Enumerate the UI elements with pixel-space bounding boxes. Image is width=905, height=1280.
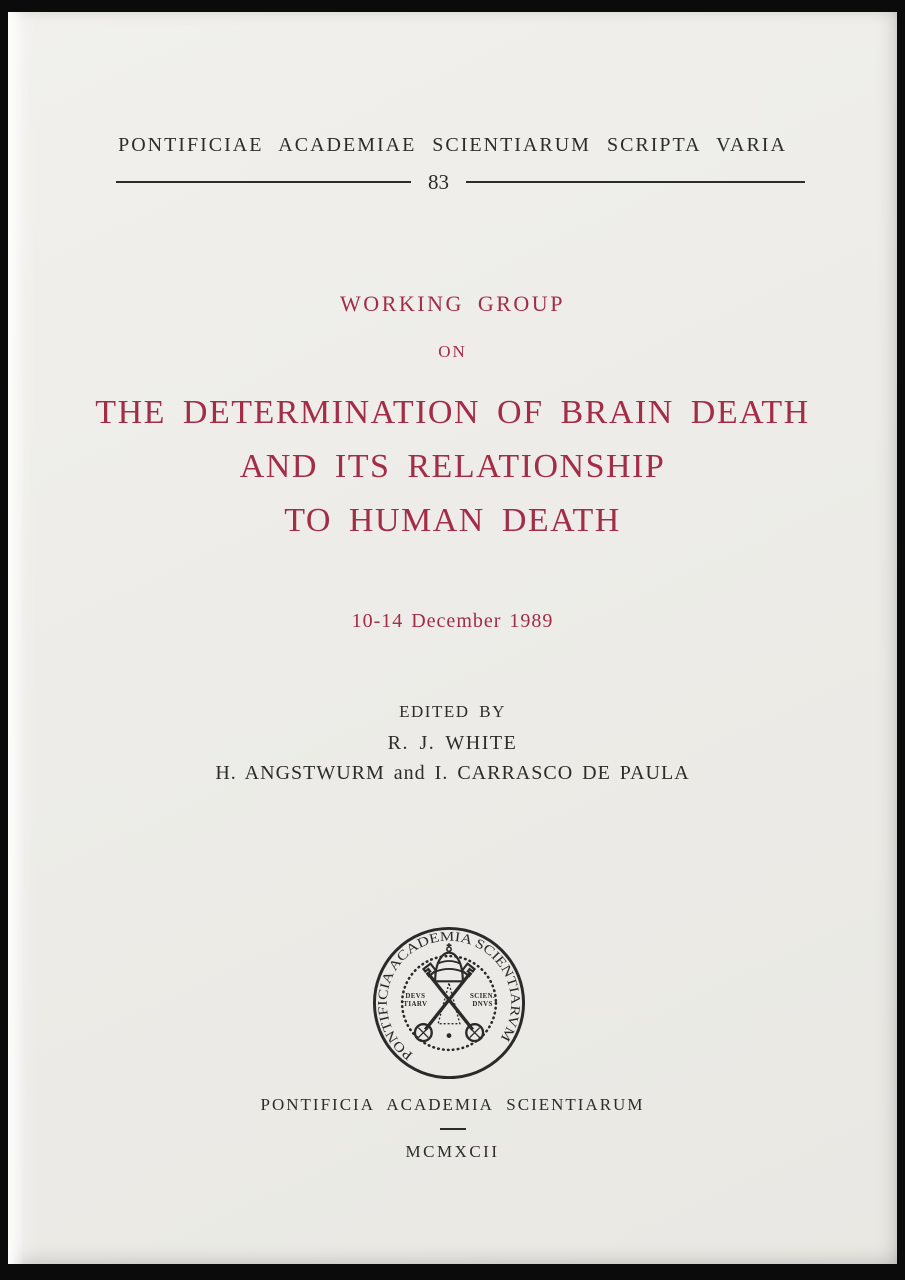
book-cover bbox=[8, 12, 897, 1264]
publication-year: MCMXCII bbox=[405, 1142, 500, 1161]
main-title-line-2: AND ITS RELATIONSHIP bbox=[239, 448, 666, 485]
svg-text:SCIEN.: SCIEN. bbox=[469, 993, 496, 1001]
main-title bbox=[8, 386, 897, 548]
working-group-heading: WORKING GROUP bbox=[340, 291, 565, 316]
cord-pendant bbox=[447, 1033, 452, 1038]
editor-line-1: R. J. WHITE bbox=[387, 732, 518, 754]
svg-text:DEVS: DEVS bbox=[405, 993, 426, 1001]
main-title-line-3: TO HUMAN DEATH bbox=[284, 502, 621, 539]
on-word: ON bbox=[438, 342, 467, 361]
academy-seal-icon bbox=[370, 924, 528, 1082]
svg-text:TIARV: TIARV bbox=[403, 1000, 428, 1008]
svg-text:DNVS: DNVS bbox=[472, 1000, 493, 1008]
seal-ring-text: PONTIFICIA ACADEMIA SCIENTIARVM bbox=[374, 928, 524, 1064]
event-date: 10-14 December 1989 bbox=[351, 610, 554, 632]
rule-left bbox=[116, 181, 411, 183]
papal-tiara-icon bbox=[435, 943, 463, 981]
series-number-rule bbox=[116, 168, 805, 196]
main-title-line-1: THE DETERMINATION OF BRAIN DEATH bbox=[95, 394, 810, 431]
editor-line-2: H. ANGSTWURM and I. CARRASCO DE PAULA bbox=[215, 762, 690, 784]
series-title: PONTIFICIAE ACADEMIAE SCIENTIARUM SCRIPTA VARIA bbox=[118, 134, 787, 156]
imprint-divider bbox=[8, 1128, 897, 1130]
edited-by-label: EDITED BY bbox=[399, 702, 506, 721]
publisher-name: PONTIFICIA ACADEMIA SCIENTIARUM bbox=[260, 1095, 645, 1114]
series-number: 83 bbox=[428, 169, 449, 194]
rule-right bbox=[466, 181, 805, 183]
